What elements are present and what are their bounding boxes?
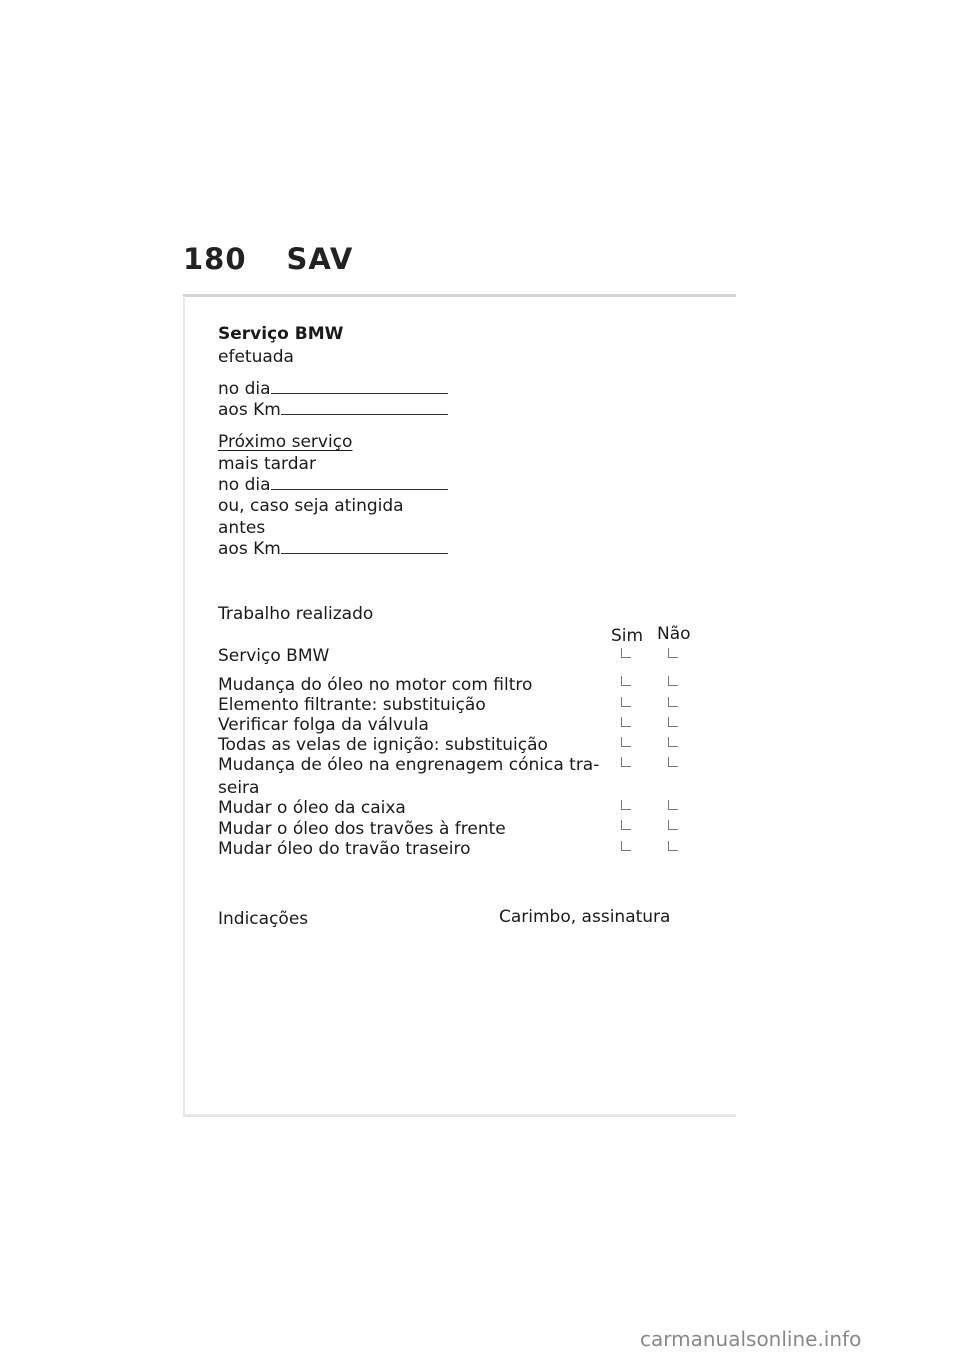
checkbox-no[interactable] [668,697,678,707]
checkbox-yes[interactable] [621,648,631,658]
box-bottom-border [183,1114,736,1117]
checkbox-no[interactable] [668,757,678,767]
work-item: Mudar o óleo da caixa [218,798,406,818]
checkbox-yes[interactable] [621,737,631,747]
service-day-line [271,379,448,394]
next-service-heading: Próximo serviço [218,432,353,452]
work-item: Todas as velas de ignição: substituição [218,735,548,755]
next-service-day-field [218,475,448,495]
work-item: Mudar o óleo dos travões à frente [218,819,506,839]
checkbox-yes[interactable] [621,841,631,851]
checkbox-yes[interactable] [621,676,631,686]
box-left-border [183,296,185,1116]
checkbox-yes[interactable] [621,757,631,767]
next-service-km-line [281,539,448,554]
work-item: Mudar óleo do travão traseiro [218,839,471,859]
checkbox-no[interactable] [668,648,678,658]
column-no-header: Não [657,624,691,644]
checkbox-no[interactable] [668,737,678,747]
notes-label: Indicações [218,909,309,929]
service-km-label: aos Km [218,400,281,420]
next-service-before: antes [218,518,266,538]
checkbox-no[interactable] [668,717,678,727]
checkbox-yes[interactable] [621,717,631,727]
next-service-latest: mais tardar [218,454,316,474]
checkbox-no[interactable] [668,841,678,851]
service-day-field [218,379,448,399]
column-yes-header: Sim [611,626,644,646]
next-service-day-line [271,475,448,490]
checkbox-yes[interactable] [621,697,631,707]
work-heading: Trabalho realizado [218,604,374,624]
work-item: Elemento filtrante: substituição [218,695,486,715]
work-item-continuation: seira [218,778,260,798]
service-done-label: efetuada [218,347,294,367]
page-header [183,242,353,276]
page-number: 180 [183,242,247,276]
work-item: Verificar folga da válvula [218,715,429,735]
work-item: Mudança de óleo na engrenagem cónica tra- [218,755,600,775]
next-service-or-reached: ou, caso seja atingida [218,496,404,516]
service-km-line [281,400,448,415]
watermark: carmanualsonline.info [640,1327,862,1351]
work-item: Mudança do óleo no motor com filtro [218,675,533,695]
checkbox-yes[interactable] [621,820,631,830]
work-item: Serviço BMW [218,646,330,666]
next-service-day-label: no dia [218,475,271,495]
checkbox-no[interactable] [668,820,678,830]
stamp-signature-label: Carimbo, assinatura [499,907,671,927]
section-title: SAV [286,242,354,276]
next-service-km-field [218,539,448,559]
service-day-label: no dia [218,379,271,399]
checkbox-yes[interactable] [621,800,631,810]
checkbox-no[interactable] [668,800,678,810]
service-title: Serviço BMW [218,324,344,344]
box-top-border [183,294,736,297]
service-km-field [218,400,448,420]
checkbox-no[interactable] [668,676,678,686]
next-service-km-label: aos Km [218,539,281,559]
